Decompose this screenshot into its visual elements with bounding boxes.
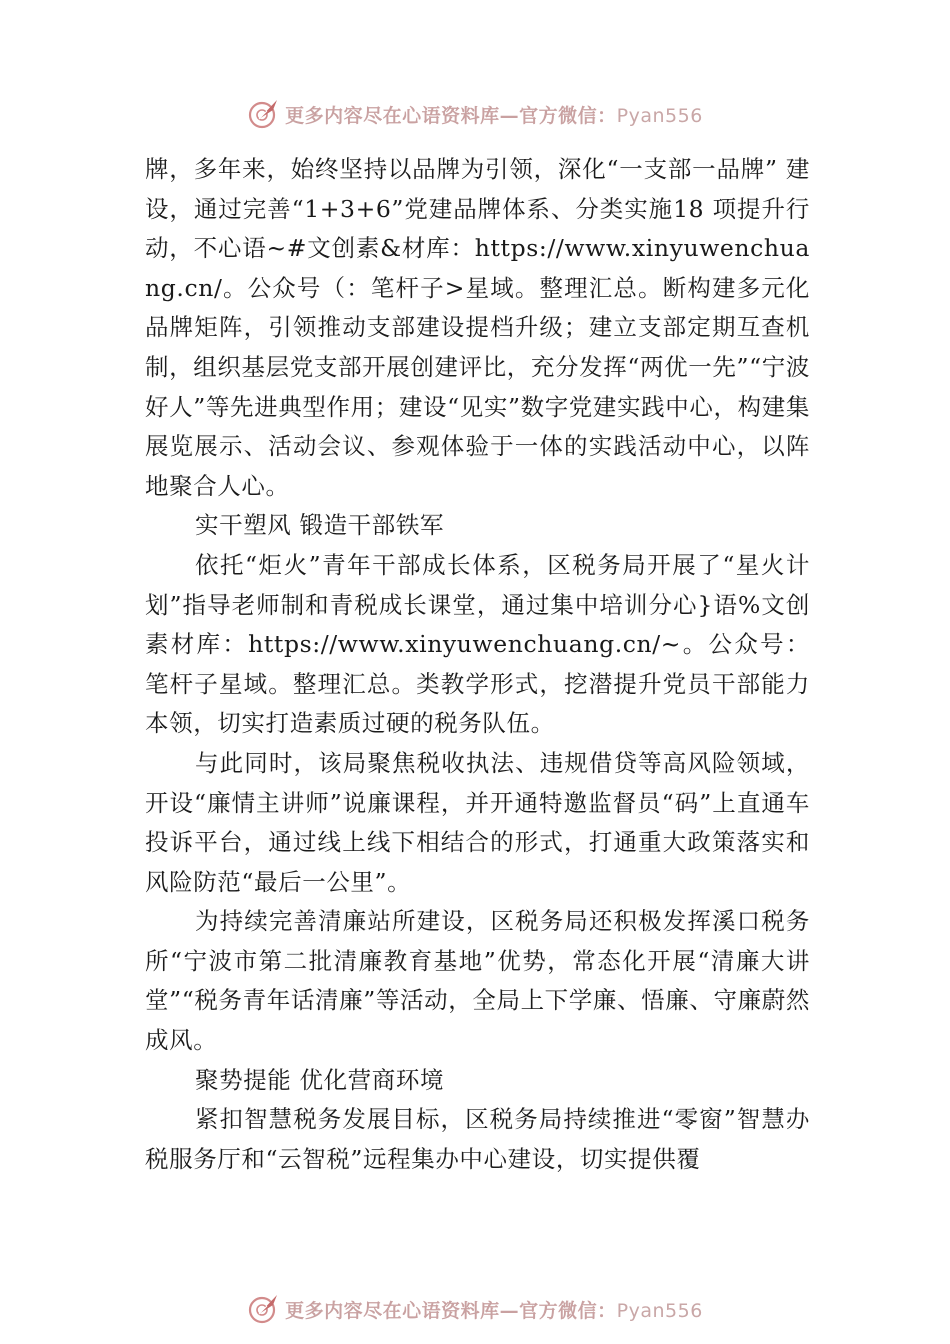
quill-logo-icon: [247, 97, 281, 131]
watermark-wechat-id: Pyan556: [616, 104, 703, 127]
watermark-wechat-id: Pyan556: [616, 1299, 703, 1322]
paragraph-3: 与此同时，该局聚焦税收执法、违规借贷等高风险领域，开设“廉情主讲师”说廉课程，并开通特邀监督员“码”上直通车投诉平台，通过线上线下相结合的形式，打通重大政策落实和风险防范“最后一公里”。: [145, 748, 810, 896]
section-heading-2: 聚势提能 优化营商环境: [195, 1065, 445, 1094]
paragraph-5: 紧扣智慧税务发展目标，区税务局持续推进“零窗”智慧办税服务厅和“云智税”远程集办中心建设，切实提供覆: [145, 1105, 810, 1173]
paragraph-4: 为持续完善清廉站所建设，区税务局还积极发挥溪口税务所“宁波市第二批清廉教育基地”优势，常态化开展“清廉大讲堂”“税务青年话清廉”等活动，全局上下学廉、悟廉、守廉蔚然成风。: [145, 907, 810, 1055]
footer-watermark-banner: [0, 1289, 950, 1329]
document-body: [145, 150, 810, 1179]
header-watermark-banner: [0, 94, 950, 134]
quill-logo-icon: [247, 1292, 281, 1326]
section-heading-1: 实干塑风 锻造干部铁军: [195, 511, 445, 540]
paragraph-1: 牌，多年来，始终坚持以品牌为引领，深化“一支部一品牌” 建设，通过完善“1+3+6”党建品牌体系、分类实施18 项提升行动，不心语~#文创素&材库：https://www.xinyuwenchuang.cn/。公众号（：笔杆子>星域。整理汇总。断构建多元化品牌矩阵，引领推动支部建设提档升级；建立支部定期互查机制，组织基层党支部开展创建评比，充分发挥“两优一先”“宁波好人”等先进典型作用；建设“见实”数字党建实践中心，构建集展览展示、活动会议、参观体验于一体的实践活动中心，以阵地聚合人心。: [145, 155, 810, 500]
paragraph-2: 依托“炬火”青年干部成长体系，区税务局开展了“星火计划”指导老师制和青税成长课堂，通过集中培训分心}语%文创素材库：https://www.xinyuwenchuang.cn/~。公众号：笔杆子星域。整理汇总。类教学形式，挖潜提升党员干部能力本领，切实打造素质过硬的税务队伍。: [145, 550, 810, 738]
watermark-text: 更多内容尽在心语资料库—官方微信：Pyan556: [285, 104, 703, 127]
watermark-text: 更多内容尽在心语资料库—官方微信：Pyan556: [285, 1299, 703, 1322]
